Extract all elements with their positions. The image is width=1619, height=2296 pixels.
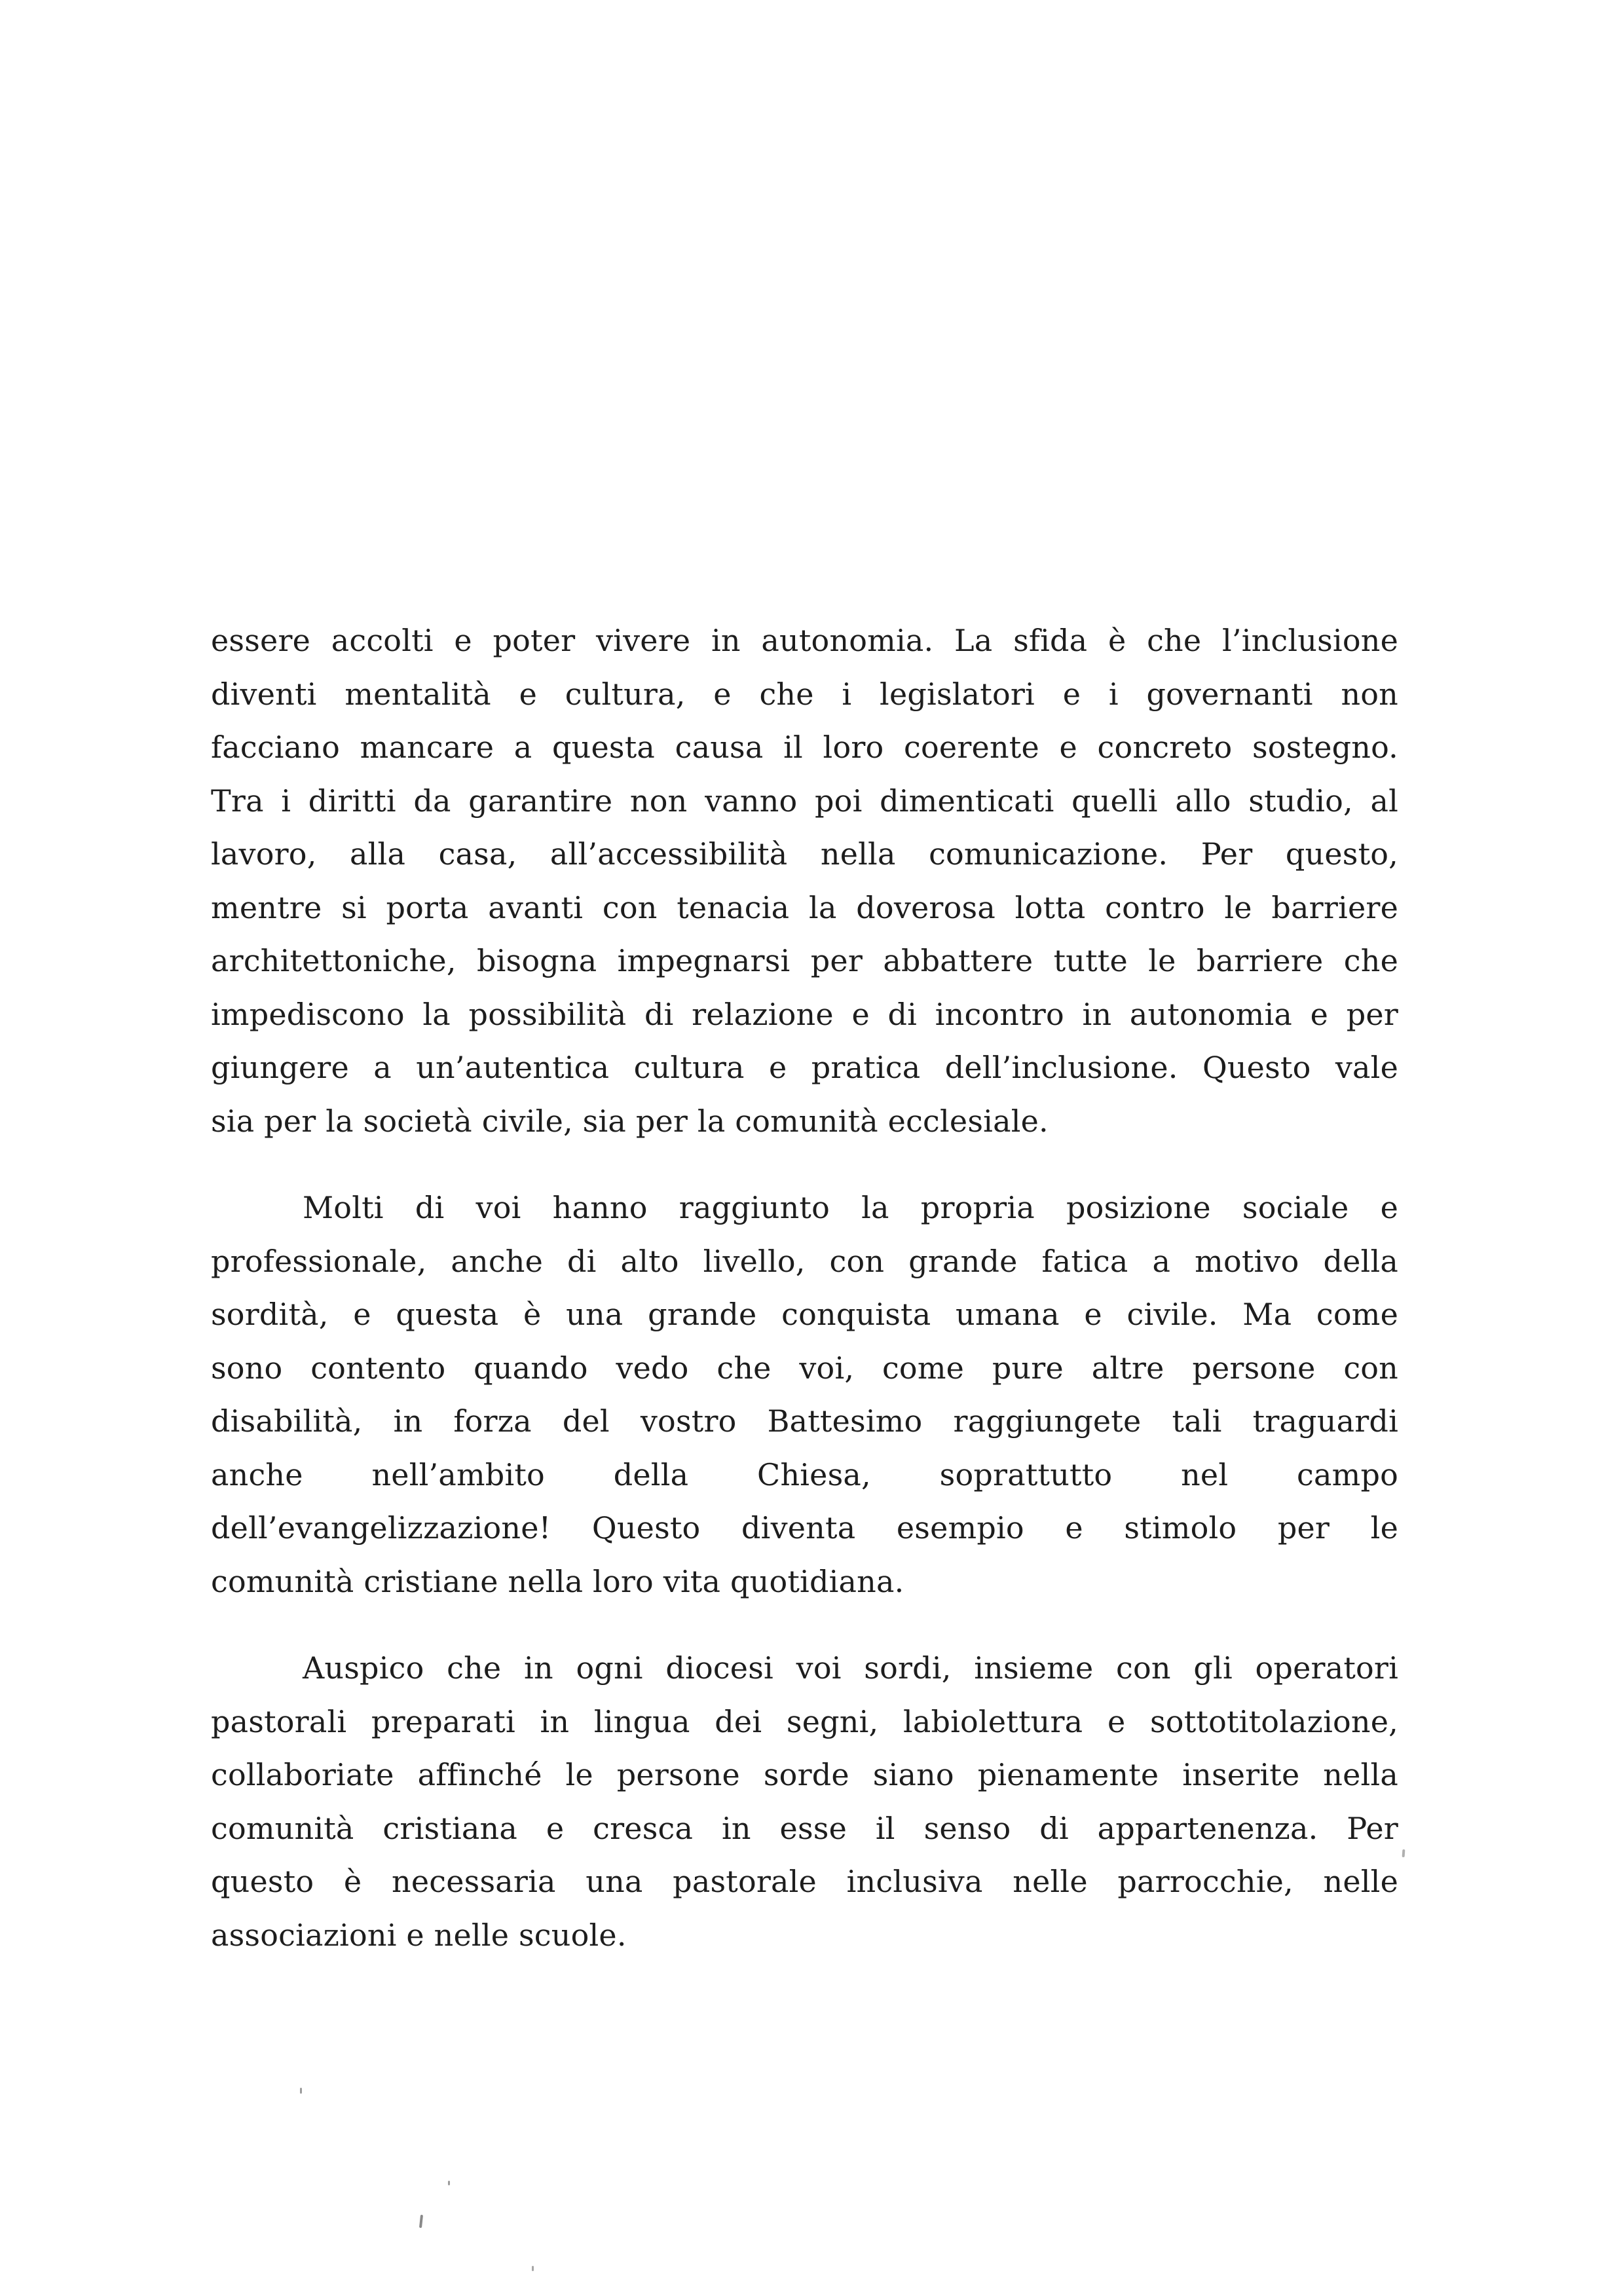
text-line: mentre si porta avanti con tenacia la doverosa lotta contro le barriere <box>211 889 1398 925</box>
text-line: sono contento quando vedo che voi, come pure altre persone con <box>211 1350 1398 1386</box>
text-line: Molti di voi hanno raggiunto la propria posizione sociale e <box>303 1190 1398 1225</box>
text-line: diventi mentalità e cultura, e che i legislatori e i governanti non <box>211 676 1398 712</box>
scan-speck <box>1402 1849 1405 1857</box>
text-line: comunità cristiane nella loro vita quotidiana. <box>211 1563 904 1599</box>
text-line: facciano mancare a questa causa il loro coerente e concreto sostegno. <box>211 730 1398 765</box>
text-line: sordità, e questa è una grande conquista umana e civile. Ma come <box>211 1297 1398 1332</box>
text-line: architettoniche, bisogna impegnarsi per abbattere tutte le barriere che <box>211 943 1398 978</box>
text-line: pastorali preparati in lingua dei segni, labiolettura e sottotitolazione, <box>211 1703 1398 1739</box>
text-line: giungere a un’autentica cultura e pratica dell’inclusione. Questo vale <box>211 1050 1398 1085</box>
text-line: questo è necessaria una pastorale inclusiva nelle parrocchie, nelle <box>211 1864 1398 1899</box>
text-line: dell’evangelizzazione! Questo diventa esempio e stimolo per le <box>211 1510 1398 1546</box>
scan-speck <box>300 2088 302 2094</box>
paragraph <box>211 614 1398 1148</box>
text-line: collaboriate affinché le persone sorde siano pienamente inserite nella <box>211 1757 1398 1792</box>
document-text <box>211 614 1398 1962</box>
text-line: comunità cristiana e cresca in esse il senso di appartenenza. Per <box>211 1810 1398 1846</box>
text-line: essere accolti e poter vivere in autonomia. La sfida è che l’inclusione <box>211 623 1398 658</box>
text-line: associazioni e nelle scuole. <box>211 1917 627 1953</box>
scan-speck <box>448 2181 450 2185</box>
paragraph <box>211 1181 1398 1608</box>
scan-speck <box>532 2266 534 2271</box>
text-line: professionale, anche di alto livello, con grande fatica a motivo della <box>211 1243 1398 1279</box>
text-line: Tra i diritti da garantire non vanno poi dimenticati quelli allo studio, al <box>211 783 1398 819</box>
text-line: Auspico che in ogni diocesi voi sordi, insieme con gli operatori <box>303 1650 1398 1686</box>
scan-speck <box>419 2215 423 2228</box>
text-line: sia per la società civile, sia per la comunità ecclesiale. <box>211 1103 1049 1139</box>
text-line: anche nell’ambito della Chiesa, soprattutto nel campo <box>211 1456 1398 1492</box>
text-line: impediscono la possibilità di relazione e di incontro in autonomia e per <box>211 996 1398 1032</box>
text-line: lavoro, alla casa, all’accessibilità nella comunicazione. Per questo, <box>211 836 1398 872</box>
text-line: disabilità, in forza del vostro Battesimo raggiungete tali traguardi <box>211 1403 1398 1439</box>
paragraph <box>211 1642 1398 1962</box>
